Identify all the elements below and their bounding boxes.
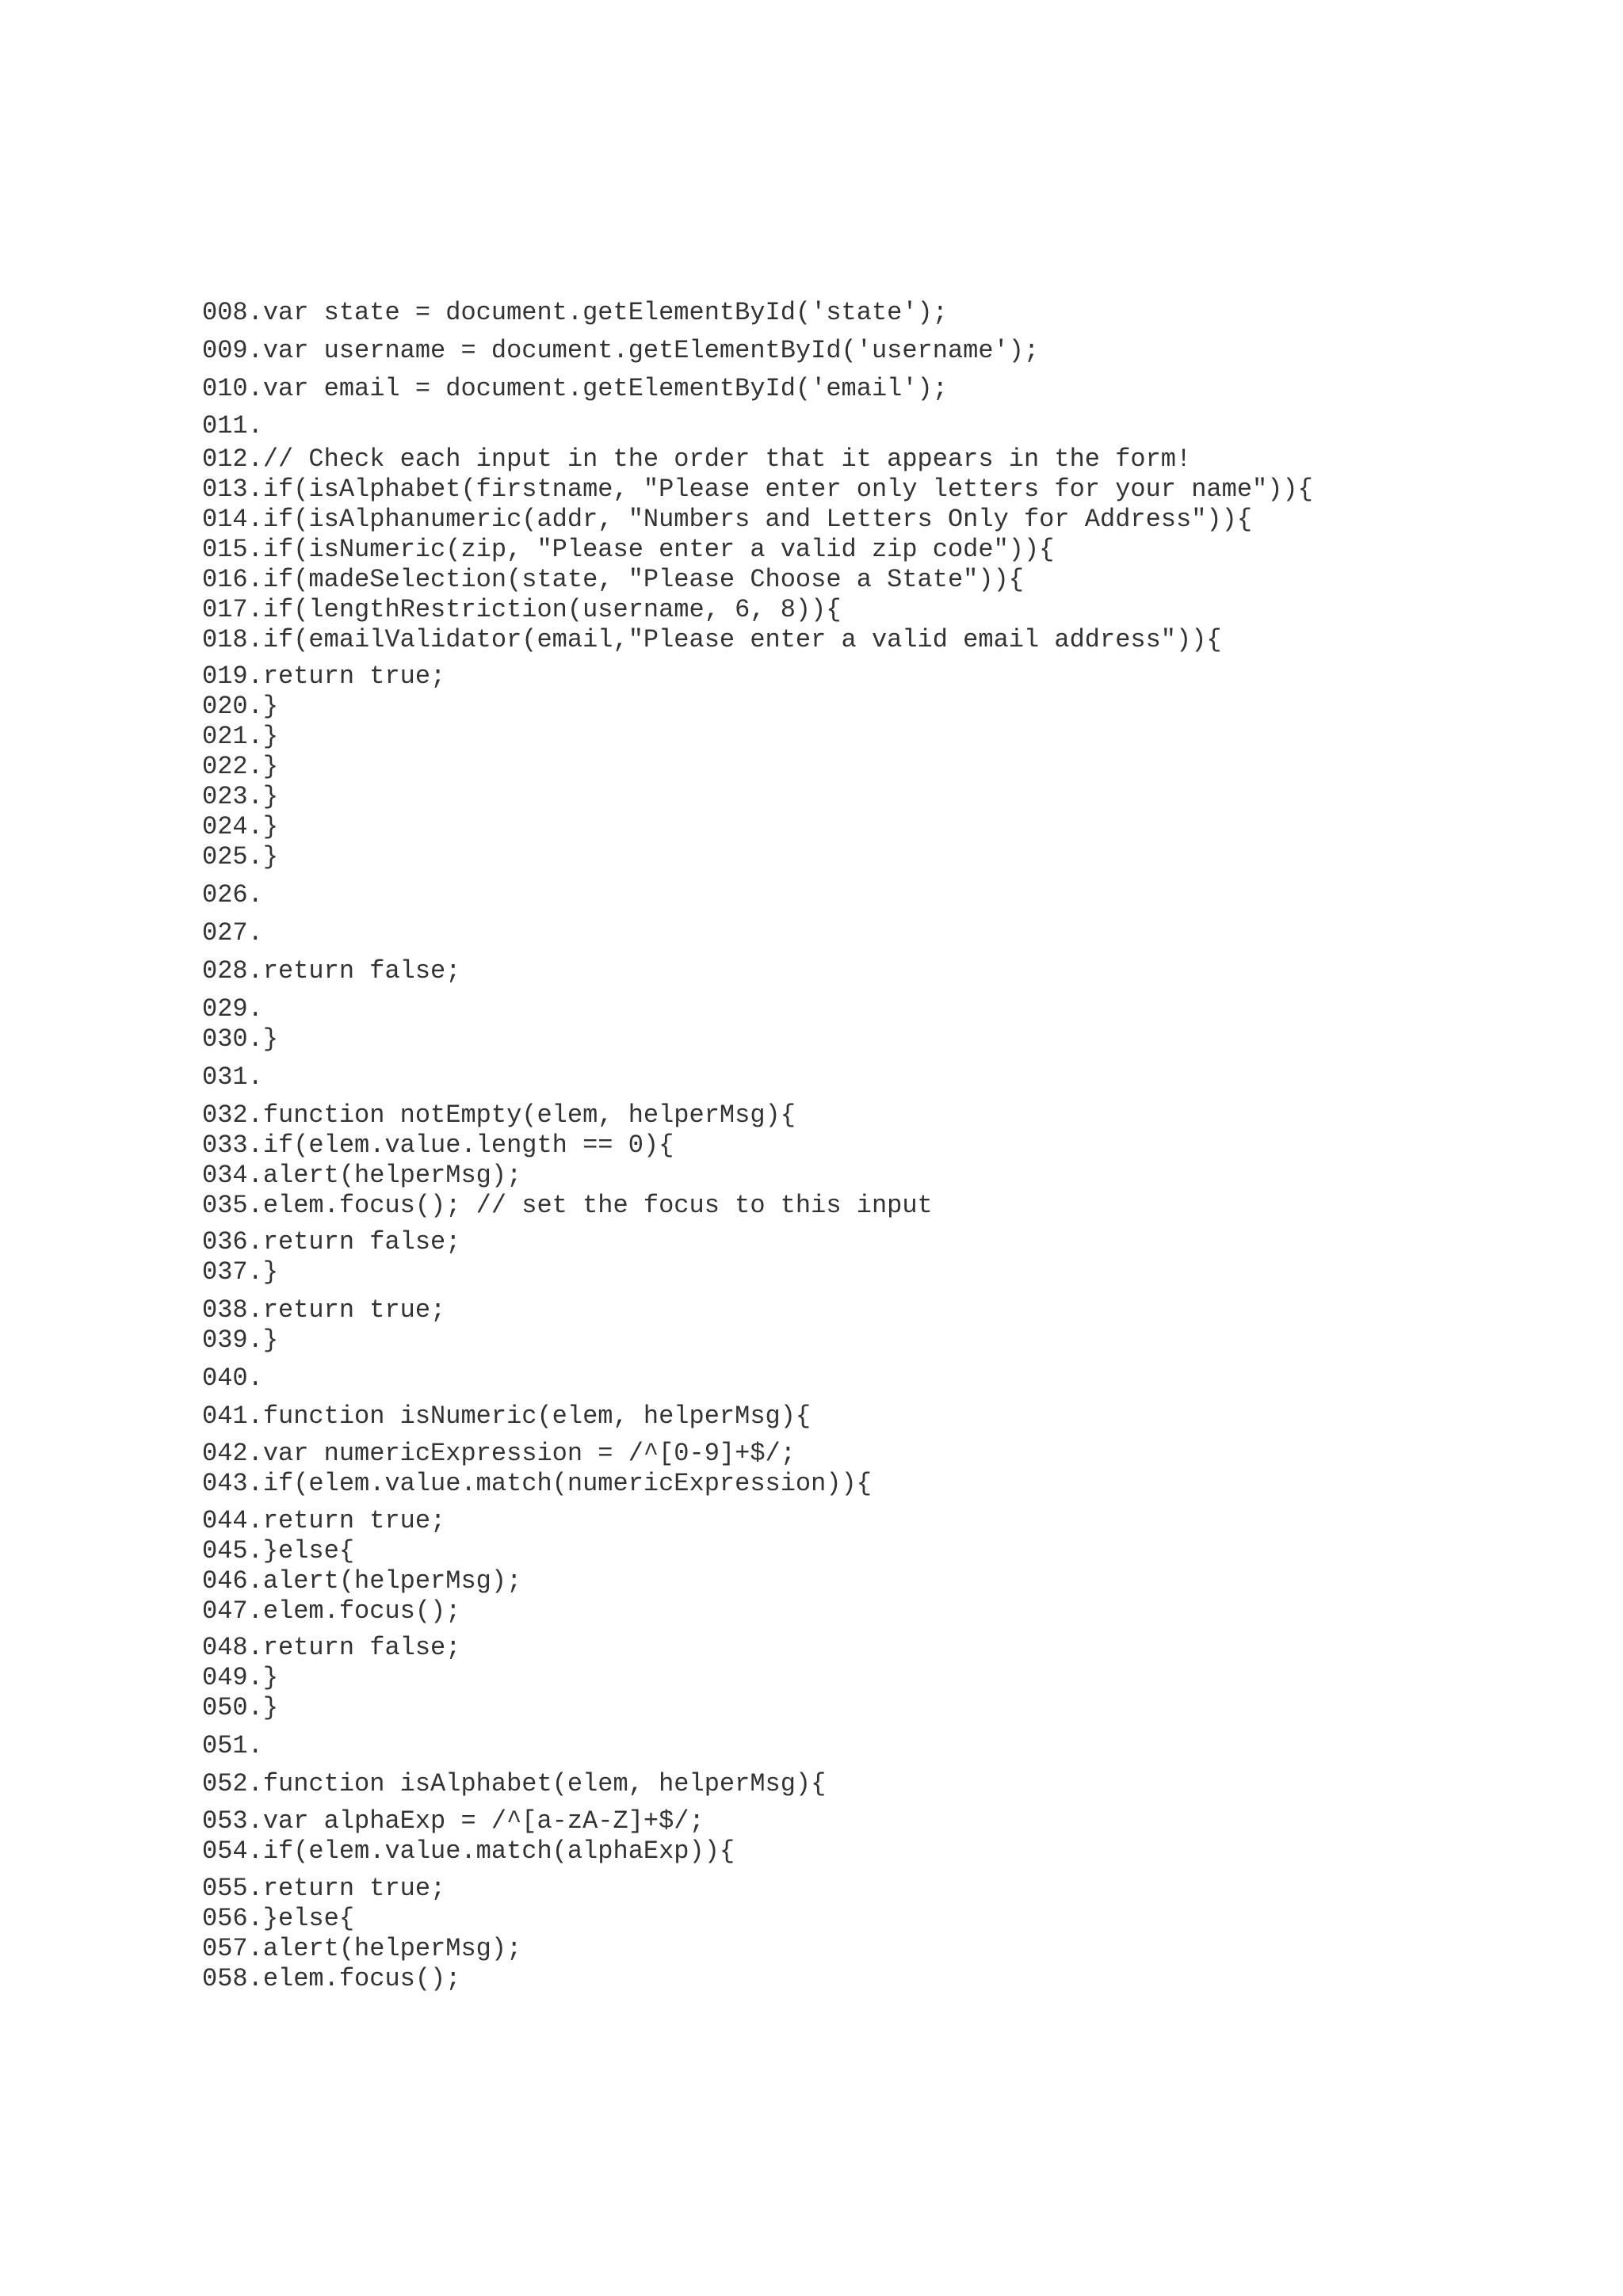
code-line [202,1062,263,1093]
line-text: var email = document.getElementById('email'); [262,374,948,403]
code-line [202,297,948,329]
line-text: elem.focus(); [262,1596,461,1626]
code-line [202,1632,460,1664]
line-text: function isNumeric(elem, helperMsg){ [262,1402,812,1431]
line-number: 041. [202,1402,263,1431]
line-number: 019. [202,662,263,691]
line-number: 014. [202,505,263,534]
line-text: return true; [262,1506,446,1535]
code-line [202,504,1252,536]
line-text: if(isAlphabet(firstname, "Please enter only letters for your name")){ [262,475,1313,504]
line-text: } [262,842,279,871]
line-text: }else{ [262,1536,355,1566]
line-text: if(lengthRestriction(username, 6, 8)){ [262,595,842,624]
code-line [202,661,445,692]
line-number: 027. [202,918,263,948]
code-line [202,751,278,783]
line-number: 039. [202,1325,263,1355]
line-number: 033. [202,1131,263,1160]
code-line [202,1836,735,1867]
line-text: } [262,752,279,781]
code-line [202,1438,796,1470]
line-number: 028. [202,956,263,986]
line-text: var username = document.getElementById('username'); [262,336,1040,365]
line-number: 056. [202,1904,263,1933]
line-text: } [262,812,279,841]
line-number: 024. [202,812,263,841]
line-text: alert(helperMsg); [262,1566,522,1596]
code-line [202,1963,460,1995]
code-line [202,624,1222,656]
code-line [202,1730,263,1762]
line-text: if(madeSelection(state, "Please Choose a State")){ [262,565,1024,594]
code-line [202,841,278,873]
line-number: 021. [202,722,263,751]
code-line [202,879,263,911]
line-number: 015. [202,535,263,564]
line-text: var alphaExp = /^[a-zA-Z]+$/; [262,1806,705,1836]
code-line [202,1295,445,1326]
line-number: 012. [202,444,263,474]
line-number: 011. [202,411,263,441]
line-number: 013. [202,475,263,504]
line-text: } [262,1663,279,1692]
code-line [202,955,460,987]
code-line [202,373,948,405]
code-line [202,1325,278,1356]
line-text: if(elem.value.match(numericExpression)){ [262,1469,872,1498]
code-line [202,994,263,1025]
code-line [202,1692,278,1724]
code-line [202,811,278,843]
line-number: 048. [202,1633,263,1662]
line-text: } [262,692,279,721]
line-number: 036. [202,1227,263,1257]
code-line [202,1024,278,1055]
line-number: 008. [202,298,263,327]
code-line [202,1566,521,1597]
line-number: 023. [202,782,263,811]
line-text: if(isNumeric(zip, "Please enter a valid zip code")){ [262,535,1055,564]
line-text: return false; [262,1227,461,1257]
line-number: 020. [202,692,263,721]
line-text: } [262,782,279,811]
code-line [202,1903,354,1935]
line-number: 040. [202,1363,263,1393]
code-line [202,444,1191,475]
code-line [202,1662,278,1694]
line-number: 032. [202,1100,263,1130]
line-number: 055. [202,1874,263,1903]
line-number: 038. [202,1295,263,1325]
line-number: 029. [202,994,263,1024]
code-line [202,1535,354,1567]
code-line [202,1873,445,1905]
line-number: 047. [202,1596,263,1626]
line-number: 043. [202,1469,263,1498]
line-text: } [262,1024,279,1054]
line-text: function notEmpty(elem, helperMsg){ [262,1100,796,1130]
line-text: if(elem.value.length == 0){ [262,1131,674,1160]
code-line [202,1190,933,1222]
code-line [202,1596,460,1627]
line-number: 016. [202,565,263,594]
line-text: return true; [262,662,446,691]
line-text: } [262,1325,279,1355]
line-text: if(emailValidator(email,"Please enter a valid email address")){ [262,625,1222,654]
line-number: 054. [202,1836,263,1866]
code-line [202,1100,796,1131]
line-text: // Check each input in the order that it appears in the form! [262,444,1192,474]
code-line [202,1257,278,1288]
line-text: if(isAlphanumeric(addr, "Numbers and Letters Only for Address")){ [262,505,1253,534]
line-text: } [262,722,279,751]
line-number: 045. [202,1536,263,1566]
line-number: 025. [202,842,263,871]
line-number: 057. [202,1934,263,1963]
code-line [202,534,1054,566]
code-line [202,474,1313,505]
line-text: alert(helperMsg); [262,1934,522,1963]
line-number: 026. [202,880,263,910]
line-text: var state = document.getElementById('state'); [262,298,948,327]
line-number: 030. [202,1024,263,1054]
line-text: function isAlphabet(elem, helperMsg){ [262,1769,827,1798]
line-text: return true; [262,1295,446,1325]
code-line [202,1363,263,1394]
line-number: 046. [202,1566,263,1596]
code-line [202,1130,674,1161]
line-number: 051. [202,1731,263,1760]
line-number: 044. [202,1506,263,1535]
code-line [202,691,278,723]
line-number: 052. [202,1769,263,1798]
code-line [202,1226,460,1258]
line-text: } [262,1257,279,1287]
line-number: 022. [202,752,263,781]
code-line [202,564,1024,596]
code-line [202,594,842,626]
line-number: 009. [202,336,263,365]
line-number: 050. [202,1693,263,1722]
code-line [202,1401,811,1432]
line-number: 017. [202,595,263,624]
line-text: } [262,1693,279,1722]
line-number: 035. [202,1191,263,1220]
line-text: }else{ [262,1904,355,1933]
line-number: 031. [202,1062,263,1092]
code-line [202,1806,705,1837]
line-number: 058. [202,1964,263,1993]
code-line [202,781,278,813]
line-number: 010. [202,374,263,403]
code-line [202,1468,872,1500]
line-text: alert(helperMsg); [262,1161,522,1190]
code-line [202,917,263,949]
code-line [202,721,278,753]
code-line [202,1768,826,1800]
code-line [202,1160,521,1192]
line-text: return false; [262,1633,461,1662]
line-text: elem.focus(); // set the focus to this input [262,1191,933,1220]
line-number: 049. [202,1663,263,1692]
line-text: var numericExpression = /^[0-9]+$/; [262,1439,796,1468]
line-number: 053. [202,1806,263,1836]
line-text: return false; [262,956,461,986]
line-text: if(elem.value.match(alphaExp)){ [262,1836,735,1866]
line-number: 018. [202,625,263,654]
code-line [202,1933,521,1965]
line-number: 037. [202,1257,263,1287]
line-number: 034. [202,1161,263,1190]
code-line [202,335,1039,367]
line-text: elem.focus(); [262,1964,461,1993]
code-line [202,410,263,442]
code-line [202,1505,445,1537]
line-number: 042. [202,1439,263,1468]
line-text: return true; [262,1874,446,1903]
